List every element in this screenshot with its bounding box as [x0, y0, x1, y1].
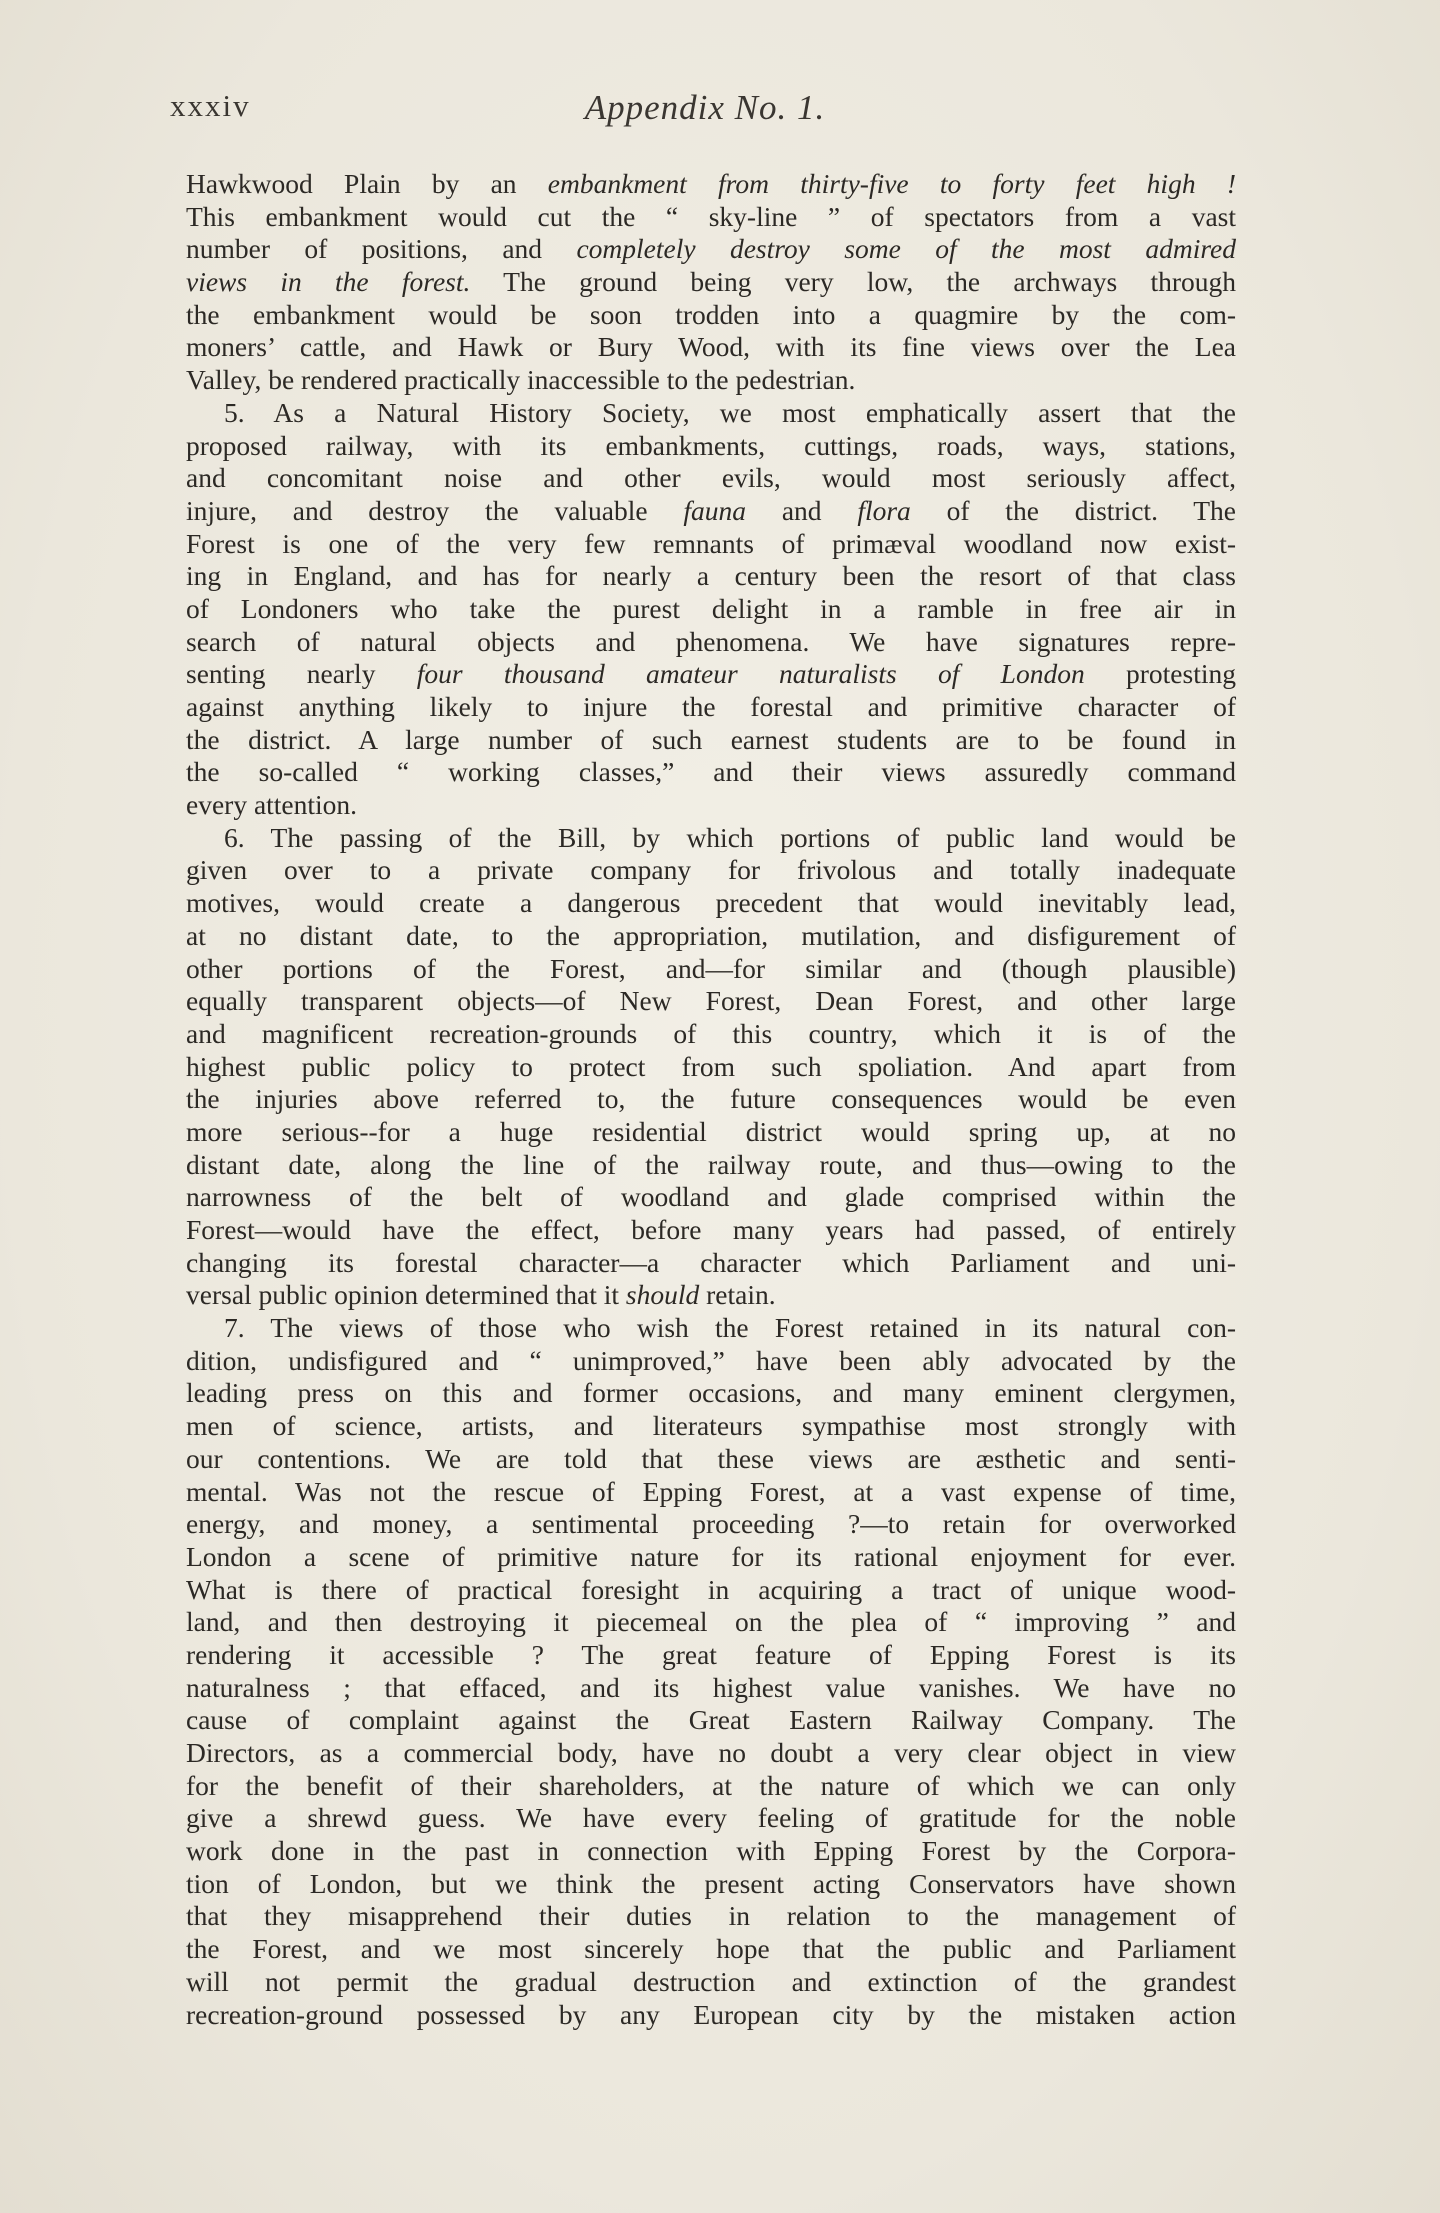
text-line	[186, 1966, 1236, 1999]
text-line	[186, 985, 1236, 1018]
text-segment: men of science, artists, and literateurs sympathise most strongly with	[186, 1410, 1236, 1442]
text-line	[186, 1377, 1236, 1410]
text-segment: retain.	[699, 1279, 776, 1311]
text-segment: injure, and destroy the valuable	[186, 494, 684, 526]
text-segment: of Londoners who take the purest delight in a ramble in free air in	[186, 592, 1236, 624]
text-line	[186, 1606, 1236, 1639]
text-line	[186, 430, 1236, 463]
text-segment: changing its forestal character—a character which Parliament and uni-	[186, 1246, 1236, 1278]
text-segment: other portions of the Forest, and—for similar and (though plausible)	[186, 952, 1236, 984]
text-segment: energy, and money, a sentimental proceeding ?—to retain for overworked	[186, 1508, 1236, 1540]
text-line	[186, 1672, 1236, 1705]
text-segment: Forest is one of the very few remnants of primæval woodland now exist-	[186, 527, 1236, 559]
italic-text: four thousand amateur naturalists of London	[416, 658, 1085, 690]
text-line	[186, 233, 1236, 266]
text-line	[186, 1247, 1236, 1280]
text-segment: for the benefit of their shareholders, at the nature of which we can only	[186, 1769, 1236, 1801]
text-segment: Valley, be rendered practically inaccessible to the pedestrian.	[186, 364, 856, 396]
text-segment: cause of complaint against the Great Eastern Railway Company. The	[186, 1704, 1236, 1736]
text-segment: every attention.	[186, 789, 358, 821]
text-line	[186, 1704, 1236, 1737]
text-line	[186, 1083, 1236, 1116]
text-line	[186, 397, 1236, 430]
text-segment: 6. The passing of the Bill, by which portions of public land would be	[224, 821, 1236, 853]
text-line	[186, 364, 1236, 397]
italic-text: embankment from thirty-five to forty feet high !	[547, 168, 1236, 199]
text-segment: and magnificent recreation-grounds of this country, which it is of the	[186, 1017, 1236, 1049]
text-line	[186, 1508, 1236, 1541]
text-segment: versal public opinion determined that it	[186, 1279, 626, 1311]
text-line	[186, 953, 1236, 986]
text-line	[186, 462, 1236, 495]
text-segment: highest public policy to protect from such spoliation. And apart from	[186, 1050, 1236, 1082]
text-line	[186, 1476, 1236, 1509]
text-segment: dition, undisfigured and “ unimproved,” have been ably advocated by the	[186, 1344, 1236, 1376]
text-segment: motives, would create a dangerous precedent that would inevitably lead,	[186, 887, 1236, 919]
text-segment: equally transparent objects—of New Forest, Dean Forest, and other large	[186, 985, 1236, 1017]
text-line	[186, 201, 1236, 234]
text-segment: search of natural objects and phenomena. We have signatures repre-	[186, 625, 1236, 657]
text-segment: work done in the past in connection with Epping Forest by the Corpora-	[186, 1835, 1236, 1867]
text-line	[186, 1770, 1236, 1803]
text-segment: and	[746, 494, 858, 526]
page-header	[170, 88, 1240, 128]
running-title: Appendix No. 1.	[584, 88, 826, 127]
text-segment: distant date, along the line of the railway route, and thus—owing to the	[186, 1148, 1236, 1180]
text-segment: Forest—would have the effect, before many years had passed, of entirely	[186, 1214, 1236, 1245]
text-line	[186, 756, 1236, 789]
text-segment: more serious--for a huge residential district would spring up, at no	[186, 1115, 1236, 1147]
italic-text: completely destroy some of the most admired	[576, 233, 1236, 265]
text-line	[186, 1639, 1236, 1672]
text-line	[186, 1116, 1236, 1149]
italic-text: flora	[857, 494, 911, 526]
text-segment: the Forest, and we most sincerely hope that the public and Parliament	[186, 1933, 1236, 1965]
text-segment: recreation-ground possessed by any European city by the mistaken action	[186, 1998, 1236, 2030]
text-line	[186, 822, 1236, 855]
text-line	[186, 266, 1236, 299]
text-segment: moners’ cattle, and Hawk or Bury Wood, with its fine views over the Lea	[186, 331, 1236, 363]
text-line	[186, 1541, 1236, 1574]
text-line	[186, 299, 1236, 332]
text-segment: proposed railway, with its embankments, cuttings, roads, ways, stations,	[186, 429, 1236, 461]
text-segment: London a scene of primitive nature for its rational enjoyment for ever.	[186, 1540, 1236, 1572]
text-line	[186, 1410, 1236, 1443]
text-line	[186, 168, 1236, 201]
text-line	[186, 1214, 1236, 1247]
text-line	[186, 528, 1236, 561]
text-segment: land, and then destroying it piecemeal on the plea of “ improving ” and	[186, 1606, 1236, 1638]
text-segment: of the district. The	[910, 494, 1236, 526]
text-segment: given over to a private company for frivolous and totally inadequate	[186, 854, 1236, 886]
text-segment: 7. The views of those who wish the Forest retained in its natural con-	[224, 1312, 1236, 1344]
text-line	[186, 854, 1236, 887]
page-number: xxxiv	[170, 88, 251, 123]
text-line	[186, 1018, 1236, 1051]
text-segment: What is there of practical foresight in acquiring a tract of unique wood-	[186, 1573, 1236, 1605]
text-segment: narrowness of the belt of woodland and glade comprised within the	[186, 1181, 1236, 1213]
text-line	[186, 1900, 1236, 1933]
text-line	[186, 1574, 1236, 1607]
text-line	[186, 1868, 1236, 1901]
text-segment: that they misapprehend their duties in relation to the management of	[186, 1900, 1236, 1932]
text-line	[186, 1051, 1236, 1084]
text-line	[186, 1279, 1236, 1312]
text-segment: Hawkwood Plain by an	[186, 168, 548, 199]
text-line	[186, 724, 1236, 757]
text-segment: will not permit the gradual destruction and extinction of the grandest	[186, 1965, 1236, 1997]
text-line	[186, 1312, 1236, 1345]
italic-text: fauna	[683, 494, 747, 526]
text-line	[186, 495, 1236, 528]
text-segment: tion of London, but we think the present acting Conservators have shown	[186, 1867, 1236, 1899]
text-segment: our contentions. We are told that these views are æsthetic and senti-	[186, 1442, 1236, 1474]
text-line	[186, 1181, 1236, 1214]
text-line	[186, 1737, 1236, 1770]
text-segment: rendering it accessible ? The great feature of Epping Forest is its	[186, 1638, 1236, 1670]
text-line	[186, 560, 1236, 593]
text-segment: ing in England, and has for nearly a century been the resort of that class	[186, 560, 1236, 592]
text-line	[186, 1835, 1236, 1868]
text-segment: the district. A large number of such earnest students are to be found in	[186, 723, 1236, 755]
text-segment: give a shrewd guess. We have every feeling of gratitude for the noble	[186, 1802, 1236, 1834]
text-segment: and concomitant noise and other evils, would most seriously affect,	[186, 462, 1236, 494]
text-line	[186, 1443, 1236, 1476]
text-line	[186, 331, 1236, 364]
text-segment: the so-called “ working classes,” and their views assuredly command	[186, 756, 1236, 788]
text-line	[186, 593, 1236, 626]
text-line	[186, 1933, 1236, 1966]
body-text	[186, 168, 1236, 2031]
text-line	[186, 1999, 1236, 2032]
text-segment: against anything likely to injure the forestal and primitive character of	[186, 691, 1236, 722]
text-segment: Directors, as a commercial body, have no doubt a very clear object in view	[186, 1737, 1236, 1768]
text-line	[186, 920, 1236, 953]
text-segment: the injuries above referred to, the future consequences would be even	[186, 1083, 1236, 1115]
text-segment: senting nearly	[186, 658, 417, 690]
text-segment: the embankment would be soon trodden into a quagmire by the com-	[186, 298, 1236, 330]
text-segment: protesting	[1084, 658, 1236, 690]
text-segment: leading press on this and former occasions, and many eminent clergymen,	[186, 1377, 1236, 1409]
italic-text: views in the forest.	[186, 266, 471, 298]
text-segment: at no distant date, to the appropriation, mutilation, and disfigurement of	[186, 919, 1236, 951]
text-line	[186, 1149, 1236, 1182]
text-line	[186, 789, 1236, 822]
text-line	[186, 887, 1236, 920]
text-segment: The ground being very low, the archways through	[470, 266, 1236, 298]
text-line	[186, 1345, 1236, 1378]
text-segment: This embankment would cut the “ sky-line ” of spectators from a vast	[186, 200, 1236, 232]
text-line	[186, 626, 1236, 659]
italic-text: should	[625, 1279, 700, 1311]
text-line	[186, 1802, 1236, 1835]
text-segment: naturalness ; that effaced, and its highest value vanishes. We have no	[186, 1671, 1236, 1703]
text-line	[186, 691, 1236, 724]
text-segment: number of positions, and	[186, 233, 577, 265]
text-segment: 5. As a Natural History Society, we most emphatically assert that the	[224, 396, 1236, 428]
text-segment: mental. Was not the rescue of Epping Forest, at a vast expense of time,	[186, 1475, 1236, 1507]
text-line	[186, 658, 1236, 691]
